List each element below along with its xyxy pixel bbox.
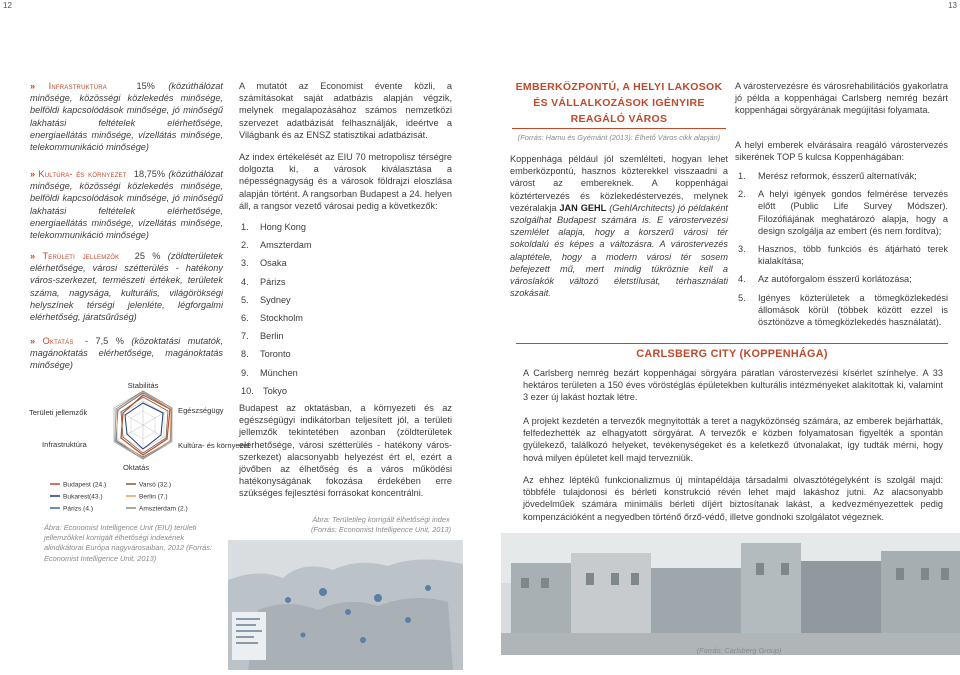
index-map-caption: Ábra: Területileg korrigált élhetőségi index (Forrás: Economist Intelligence Unit, 2013) bbox=[310, 515, 452, 535]
legend-varso: Varsó (32.) bbox=[139, 481, 172, 489]
list-item: 1. Hong Kong bbox=[241, 222, 306, 232]
indicator-body: (zöldterületek elérhetősége, városi szétterülés - hatékony város-szerkezet, természeti értékek, területek száma, nagysága, kulturális, világörökségi helyszínek térségi jelenléte, légforgalmi elérhetőség, járatsűrűség) bbox=[30, 251, 223, 323]
list-item: 3. Hasznos, több funkciós és átjárható terek kialakítása; bbox=[738, 244, 948, 267]
indicator-culture bbox=[30, 168, 223, 241]
col3-paragraph: Koppenhága például jól szemlélteti, hogyan lehet emberközpontú, hasznos közterekkel visszaadni a várost az embereknek. A koppenhágai köztértervezés és közlekedéstervezés, melynek vezéralakja JAN GEHL (GehlArchitects) jó példaként szolgálhat Budapest számára is. E várostervezési szemlélet alapja, hogy a korszerű városi tér sokoldalú és képes a változásra. A várostervezés alaptétele, hogy a modern városi tér sosem befejezett mű, mert mindig tükröznie kell a városlakók változó életstílusát, térhasználati szokásait. bbox=[510, 154, 728, 299]
col4-paragraph-1: A várostervezésre és városrehabilitációs gyakorlatra jó példa a koppenhágai Carlsberg nemrég bezárt koppenhágai sörgyárának megújítási folyamata. bbox=[735, 81, 948, 116]
list-item: 5. Sydney bbox=[241, 294, 291, 305]
list-item: 8. Toronto bbox=[241, 349, 291, 360]
legend-berlin: Berlin (7.) bbox=[139, 493, 168, 501]
indicator-percent: - 7,5 % bbox=[85, 336, 124, 346]
indicator-body: (közúthálózat minősége, közösségi közlekedés minősége, belföldi kapcsolódások minősége, jó minőségű lakhatási feltételek elérhetősége, energiaellátás minősége, vízellátás minősége, telekommunikáció minősége) bbox=[30, 81, 223, 153]
carlsberg-paragraph-3: Az ehhez léptékű funkcionalizmus új mintapéldája társadalmi olvasztótégelyként is szolgál majd: többféle tulajdonosi és bérleti konstrukció révén lehet majd lakáshoz jutni. Az alacsonyabb jövedelműek számára minimális bérleti díjért biztosítanak lakást, a kedvezményezettek pedig kompenzációként a negyedben történő őrző-védő, illetve gondnoki szolgálatot végeznek. bbox=[523, 475, 943, 522]
list-item: 9. München bbox=[241, 367, 298, 378]
list-item: 5. Igényes közterületek a tömegközlekedési állomások körül (többek között ezzel is ösztönözve a tömegközlekedés használatát). bbox=[738, 292, 948, 328]
indicator-percent: 25 % bbox=[134, 251, 161, 261]
list-item: 3. Osaka bbox=[241, 258, 287, 269]
radar-chart bbox=[26, 380, 250, 520]
axis-oktatas: Oktatás bbox=[123, 463, 150, 472]
carlsberg-paragraph-1: A Carlsberg nemrég bezárt koppenhágai sörgyára páratlan várostervezési kísérlet színhelye. A 33 hektáros területen a 150 éves vöröstéglás épületekben kulturális intézményeket alakítottak ki, valamint 3 ezer új lakást hoztak létre. bbox=[523, 368, 943, 403]
bullet: » bbox=[30, 169, 36, 179]
radar-caption: Ábra: Economist Intelligence Unit (EIU) területi jellemzőkkel korrigált élhetőségi indexének alindikátorai Európa nagyvárosaiban, 2012 (Forrás: Economist Intelligence Unit, 2013) bbox=[44, 523, 213, 563]
heading-divider bbox=[512, 128, 726, 129]
axis-kultura: Kultúra- és környezet bbox=[178, 441, 250, 450]
section-source: (Forrás: Hamu és Gyémánt (2013): Élhető Város cikk alapján) bbox=[517, 133, 721, 142]
bullet: » bbox=[30, 251, 36, 261]
legend-parizs: Párizs (4.) bbox=[63, 505, 94, 513]
indicator-percent: 18,75% bbox=[133, 169, 166, 179]
list-item: 10. Tokyo bbox=[241, 385, 287, 396]
list-item: 7. Berlin bbox=[241, 331, 284, 342]
indicator-infrastructure bbox=[30, 80, 223, 153]
legend-bukarest: Bukarest(43.) bbox=[63, 493, 103, 501]
indicator-title: Kultúra- és környezet bbox=[38, 169, 127, 179]
carlsberg-top-rule bbox=[516, 343, 948, 344]
top-cities-list bbox=[241, 221, 446, 403]
indicator-percent: 15% bbox=[136, 81, 155, 91]
axis-infrastruktura: Infrastruktúra bbox=[42, 440, 87, 449]
indicator-education bbox=[30, 335, 223, 372]
legend-amszterdam: Amszterdam (2.) bbox=[139, 505, 188, 513]
jan-gehl-name: JAN GEHL bbox=[559, 202, 607, 213]
indicator-territorial bbox=[30, 250, 223, 323]
series-varso bbox=[121, 397, 168, 453]
list-item: 2. Amszterdam bbox=[241, 240, 312, 251]
carlsberg-heading: CARLSBERG CITY (KOPPENHÁGA) bbox=[636, 348, 828, 360]
page-number-left: 12 bbox=[3, 1, 12, 10]
list-item: 4. Az autóforgalom ésszerű korlátozása; bbox=[738, 274, 912, 285]
legend-budapest: Budapest (24.) bbox=[63, 481, 107, 489]
bullet: » bbox=[30, 336, 36, 346]
index-map-image bbox=[228, 540, 463, 670]
top5-list bbox=[738, 170, 948, 334]
carlsberg-paragraph-2: A projekt kezdetén a tervezők megnyitották a teret a nagyközönség számára, az emberek bejárhatták, felfedezhették az elhagyatott sörgyárat. A tervezők e közben folyamatosan figyelték a spontán gyülekező, találkozó helyeket, tevékenységeket és a keletkező útvonalakat, így tudták mérni, hogy hová milyen épületet kell majd tervezniük. bbox=[523, 416, 943, 463]
indicator-title: Infrastruktúra bbox=[48, 81, 107, 91]
carlsberg-photo bbox=[501, 533, 960, 655]
list-item: 2. A helyi igények gondos felmérése tervezés előtt (Public Life Survey Módszer). Filozófiájának meghatározó alapja, hogy a design szolgálja az embert (és nem fordítva); bbox=[738, 189, 948, 236]
col4-paragraph-2: A helyi emberek elvárásaira reagáló várostervezés sikerének TOP 5 kulcsa Koppenhágában: bbox=[735, 140, 948, 163]
section-heading-people-centered: EMBERKÖZPONTÚ, A HELYI LAKOSOK ÉS VÁLLALKOZÁSOK IGÉNYIRE REAGÁLÓ VÁROS bbox=[515, 81, 723, 125]
indicator-body: (közúthálózat minősége, közösségi közlekedés minősége, belföldi kapcsolódások minősége, jó minőségű lakhatási feltételek elérhetősége, energiaellátás minősége, vízellátás minősége, telekommunikáció minősége) bbox=[30, 169, 223, 241]
axis-egeszsegugy: Egészségügy bbox=[178, 406, 224, 415]
list-item: 6. Stockholm bbox=[241, 313, 303, 324]
indicator-title: Oktatás bbox=[42, 336, 74, 346]
list-item: 1. Merész reformok, ésszerű alternatívák; bbox=[738, 171, 917, 181]
axis-teruleti: Területi jellemzők bbox=[29, 408, 88, 417]
photo-caption: (Forrás: Carlsberg Group) bbox=[696, 646, 782, 655]
indicator-body: (közoktatási mutatók, magánoktatás elérhetősége, magánoktatás minősége) bbox=[30, 336, 223, 371]
bullet: » bbox=[30, 81, 36, 91]
page-number-right: 13 bbox=[948, 1, 957, 10]
col2-paragraph-3: Budapest az oktatásban, a környezeti és az egészségügyi indikátorban teljesített jól, a területi jellemzők tekintetében azonban (zöldterületek elérhetősége, városi szétterülés - hatékony város-szerkezet) alacsonyabb helyezést ért el, ezért a jövőben az élhetőség és a város működési hatékonyságának fokozása érdekében erre szükséges fejlesztési forrásokat koncentrálni. bbox=[239, 403, 452, 499]
axis-stabilitas: Stabilitás bbox=[127, 381, 159, 390]
col2-paragraph-1: A mutatót az Economist évente közli, a számításokat saját adatbázis alapján végzik, melynek megalapozásához számos nemzetközi szervezet adatbázisát felhasználják, ideértve a Világbank és az ENSZ statisztikai adatbázisát. bbox=[239, 81, 452, 140]
indicator-title: Területi jellemzők bbox=[42, 251, 120, 261]
col2-paragraph-2: Az index értékelését az EIU 70 metropolisz térségre dolgozta ki, a városok kiválasztása a népességnagyság és a városok földrajzi eloszlása alapján történt. A rangsorban Budapest a 24. helyen áll, a rangsor vezető városai pedig a következők: bbox=[239, 152, 452, 211]
list-item: 4. Párizs bbox=[241, 276, 286, 287]
